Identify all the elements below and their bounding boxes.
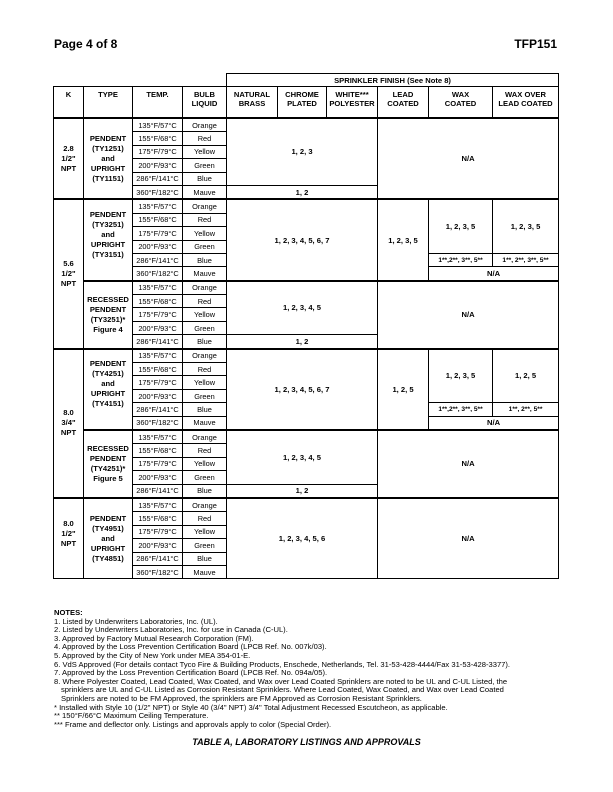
temp-cell: 286°F/141°C: [133, 253, 183, 266]
lead-coated-cell: 1, 2, 5: [378, 349, 429, 430]
bulb-cell: Red: [183, 363, 227, 376]
temp-cell: 200°F/93°C: [133, 389, 183, 402]
temp-cell: 135°F/57°C: [133, 498, 183, 512]
bulb-cell: Orange: [183, 118, 227, 132]
col-chrome-plated: CHROME PLATED: [278, 87, 327, 119]
temp-cell: 135°F/57°C: [133, 349, 183, 363]
wax-mauve-na-cell: N/A: [429, 416, 559, 430]
col-natural-brass: NATURAL BRASS: [227, 87, 278, 119]
wax-coated-blue-cell: 1**,2**, 3**, 5**: [429, 253, 493, 266]
bulb-cell: Yellow: [183, 227, 227, 240]
bulb-cell: Blue: [183, 484, 227, 498]
finish-cell: 1, 2, 3, 4, 5, 6, 7: [227, 199, 378, 280]
col-type: TYPE: [84, 87, 133, 119]
col-lead-coated: LEAD COATED: [378, 87, 429, 119]
table-caption: TABLE A, LABORATORY LISTINGS AND APPROVALS: [192, 737, 421, 747]
coated-na-cell: N/A: [378, 498, 559, 579]
temp-cell: 286°F/141°C: [133, 484, 183, 498]
temp-cell: 155°F/68°C: [133, 213, 183, 226]
finish-cell: 1, 2, 3, 4, 5, 6, 7: [227, 349, 378, 430]
temp-cell: 135°F/57°C: [133, 430, 183, 444]
notes-title: NOTES:: [54, 608, 83, 617]
bulb-cell: Mauve: [183, 565, 227, 578]
bulb-cell: Mauve: [183, 416, 227, 430]
col-k: K: [54, 87, 84, 119]
coated-na-cell: N/A: [378, 430, 559, 498]
blank-corner: [54, 74, 227, 87]
note-item: Sprinklers are noted to be FM Approved, the sprinklers are FM Approved as Corrosion Resistant Sprinklers.: [61, 693, 422, 703]
type-cell: PENDENT (TY1251) and UPRIGHT (TY1151): [84, 118, 133, 199]
col-wax-coated: WAX COATED: [429, 87, 493, 119]
table-row: [54, 118, 559, 132]
temp-cell: 360°F/182°C: [133, 565, 183, 578]
col-temp: TEMP.: [133, 87, 183, 119]
bulb-cell: Green: [183, 240, 227, 253]
temp-cell: 200°F/93°C: [133, 159, 183, 172]
temp-cell: 155°F/68°C: [133, 444, 183, 457]
bulb-cell: Red: [183, 444, 227, 457]
bulb-cell: Red: [183, 512, 227, 525]
bulb-cell: Mauve: [183, 185, 227, 199]
wax-over-lead-cell: 1, 2, 3, 5: [493, 199, 559, 253]
temp-cell: 200°F/93°C: [133, 539, 183, 552]
bulb-cell: Red: [183, 295, 227, 308]
k-factor-cell: 2.8 1/2" NPT: [54, 118, 84, 199]
temp-cell: 175°F/79°C: [133, 457, 183, 470]
finish-cell: 1, 2, 3, 4, 5, 6: [227, 498, 378, 579]
temp-cell: 135°F/57°C: [133, 199, 183, 213]
bulb-cell: Green: [183, 321, 227, 334]
bulb-cell: Orange: [183, 199, 227, 213]
temp-cell: 286°F/141°C: [133, 172, 183, 185]
type-cell: RECESSED PENDENT (TY3251)* Figure 4: [84, 281, 133, 349]
type-cell: PENDENT (TY4251) and UPRIGHT (TY4151): [84, 349, 133, 430]
table-row: [54, 349, 559, 363]
temp-cell: 175°F/79°C: [133, 227, 183, 240]
temp-cell: 200°F/93°C: [133, 321, 183, 334]
table-row: [54, 430, 559, 444]
temp-cell: 155°F/68°C: [133, 363, 183, 376]
lead-coated-cell: 1, 2, 3, 5: [378, 199, 429, 280]
temp-cell: 286°F/141°C: [133, 403, 183, 416]
col-bulb-liquid: BULB LIQUID: [183, 87, 227, 119]
bulb-cell: Blue: [183, 403, 227, 416]
temp-cell: 200°F/93°C: [133, 240, 183, 253]
bulb-cell: Yellow: [183, 308, 227, 321]
bulb-cell: Orange: [183, 498, 227, 512]
finish-cell: 1, 2, 3: [227, 118, 378, 185]
temp-cell: 175°F/79°C: [133, 145, 183, 158]
bulb-cell: Mauve: [183, 267, 227, 281]
table-row: [54, 281, 559, 295]
bulb-cell: Yellow: [183, 457, 227, 470]
table-row: [54, 199, 559, 213]
temp-cell: 360°F/182°C: [133, 416, 183, 430]
wax-over-lead-cell: 1, 2, 5: [493, 349, 559, 403]
bulb-cell: Yellow: [183, 376, 227, 389]
wax-coated-cell: 1, 2, 3, 5: [429, 199, 493, 253]
notes-section: [54, 609, 574, 729]
wax-coated-cell: 1, 2, 3, 5: [429, 349, 493, 403]
finish-cell: 1, 2: [227, 185, 378, 199]
bulb-cell: Yellow: [183, 525, 227, 538]
wax-coated-blue-cell: 1**,2**, 3**, 5**: [429, 403, 493, 416]
coated-na-cell: N/A: [378, 281, 559, 349]
bulb-cell: Yellow: [183, 145, 227, 158]
type-cell: PENDENT (TY4951) and UPRIGHT (TY4851): [84, 498, 133, 579]
note-item: * Installed with Style 10 (1/2" NPT) or Style 40 (3/4" NPT) 3/4" Total Adjustment Recessed Escutcheon, as applicable.: [54, 702, 448, 712]
finish-cell: 1, 2, 3, 4, 5: [227, 281, 378, 335]
temp-cell: 155°F/68°C: [133, 512, 183, 525]
page-number: Page 4 of 8: [54, 37, 118, 51]
temp-cell: 360°F/182°C: [133, 267, 183, 281]
temp-cell: 155°F/68°C: [133, 132, 183, 145]
finish-cell: 1, 2, 3, 4, 5: [227, 430, 378, 484]
note-item: 4. Approved by the Loss Prevention Certification Board (LPCB Ref. No. 007k/03).: [54, 642, 327, 652]
coated-na-cell: N/A: [378, 118, 559, 199]
bulb-cell: Green: [183, 159, 227, 172]
note-item: 5. Approved by the City of New York under MEA 354-01-E.: [54, 650, 251, 660]
temp-cell: 286°F/141°C: [133, 335, 183, 349]
bulb-cell: Blue: [183, 335, 227, 349]
temp-cell: 200°F/93°C: [133, 471, 183, 484]
wax-over-lead-blue-cell: 1**, 2**, 3**, 5**: [493, 253, 559, 266]
note-item: sprinklers are UL and C-UL Listed as Corrosion Resistant Sprinklers. Where Lead Coated, Wax Coated, and Wax over Lead Coated: [61, 685, 504, 695]
col-wax-over-lead: WAX OVER LEAD COATED: [493, 87, 559, 119]
type-cell: RECESSED PENDENT (TY4251)* Figure 5: [84, 430, 133, 498]
bulb-cell: Green: [183, 539, 227, 552]
finish-cell: 1, 2: [227, 335, 378, 349]
temp-cell: 155°F/68°C: [133, 295, 183, 308]
note-item: 2. Listed by Underwriters Laboratories, Inc. for use in Canada (C-UL).: [54, 625, 288, 635]
note-item: 8. Where Polyester Coated, Lead Coated, Wax Coated, and Wax over Lead Coated Sprinklers are noted to be UL and C-UL Listed, the: [54, 676, 508, 686]
note-item: 7. Approved by the Loss Prevention Certification Board (LPCB Ref. No. 094a/05).: [54, 668, 328, 678]
bulb-cell: Orange: [183, 281, 227, 295]
temp-cell: 135°F/57°C: [133, 118, 183, 132]
bulb-cell: Red: [183, 213, 227, 226]
temp-cell: 286°F/141°C: [133, 552, 183, 565]
type-cell: PENDENT (TY3251) and UPRIGHT (TY3151): [84, 199, 133, 280]
temp-cell: 360°F/182°C: [133, 185, 183, 199]
k-factor-cell: 8.0 1/2" NPT: [54, 498, 84, 579]
listings-approvals-table: [53, 73, 559, 579]
note-item: 3. Approved by Factory Mutual Research Corporation (FM).: [54, 633, 254, 643]
k-factor-cell: 5.6 1/2" NPT: [54, 199, 84, 348]
bulb-cell: Green: [183, 389, 227, 402]
temp-cell: 175°F/79°C: [133, 376, 183, 389]
col-white-polyester: WHITE*** POLYESTER: [327, 87, 378, 119]
sprinkler-finish-header: SPRINKLER FINISH (See Note 8): [227, 74, 559, 87]
note-item: 6. VdS Approved (For details contact Tyco Fire & Building Products, Enschede, Netherlands, Tel. 31-53-428-4444/Fax 31-53-428-3377).: [54, 659, 511, 669]
temp-cell: 135°F/57°C: [133, 281, 183, 295]
finish-cell: 1, 2: [227, 484, 378, 498]
note-item: 1. Listed by Underwriters Laboratories, Inc. (UL).: [54, 616, 218, 626]
bulb-cell: Red: [183, 132, 227, 145]
bulb-cell: Blue: [183, 253, 227, 266]
note-item: ** 150°F/66°C Maximum Ceiling Temperature.: [54, 711, 209, 721]
bulb-cell: Orange: [183, 349, 227, 363]
table-row: [54, 498, 559, 512]
wax-mauve-na-cell: N/A: [429, 267, 559, 281]
bulb-cell: Blue: [183, 172, 227, 185]
bulb-cell: Orange: [183, 430, 227, 444]
temp-cell: 175°F/79°C: [133, 525, 183, 538]
k-factor-cell: 8.0 3/4" NPT: [54, 349, 84, 498]
bulb-cell: Blue: [183, 552, 227, 565]
note-item: *** Frame and deflector only. Listings and approvals apply to color (Special Order).: [54, 719, 332, 729]
temp-cell: 175°F/79°C: [133, 308, 183, 321]
wax-over-lead-blue-cell: 1**, 2**, 5**: [493, 403, 559, 416]
document-id: TFP151: [514, 37, 557, 51]
bulb-cell: Green: [183, 471, 227, 484]
